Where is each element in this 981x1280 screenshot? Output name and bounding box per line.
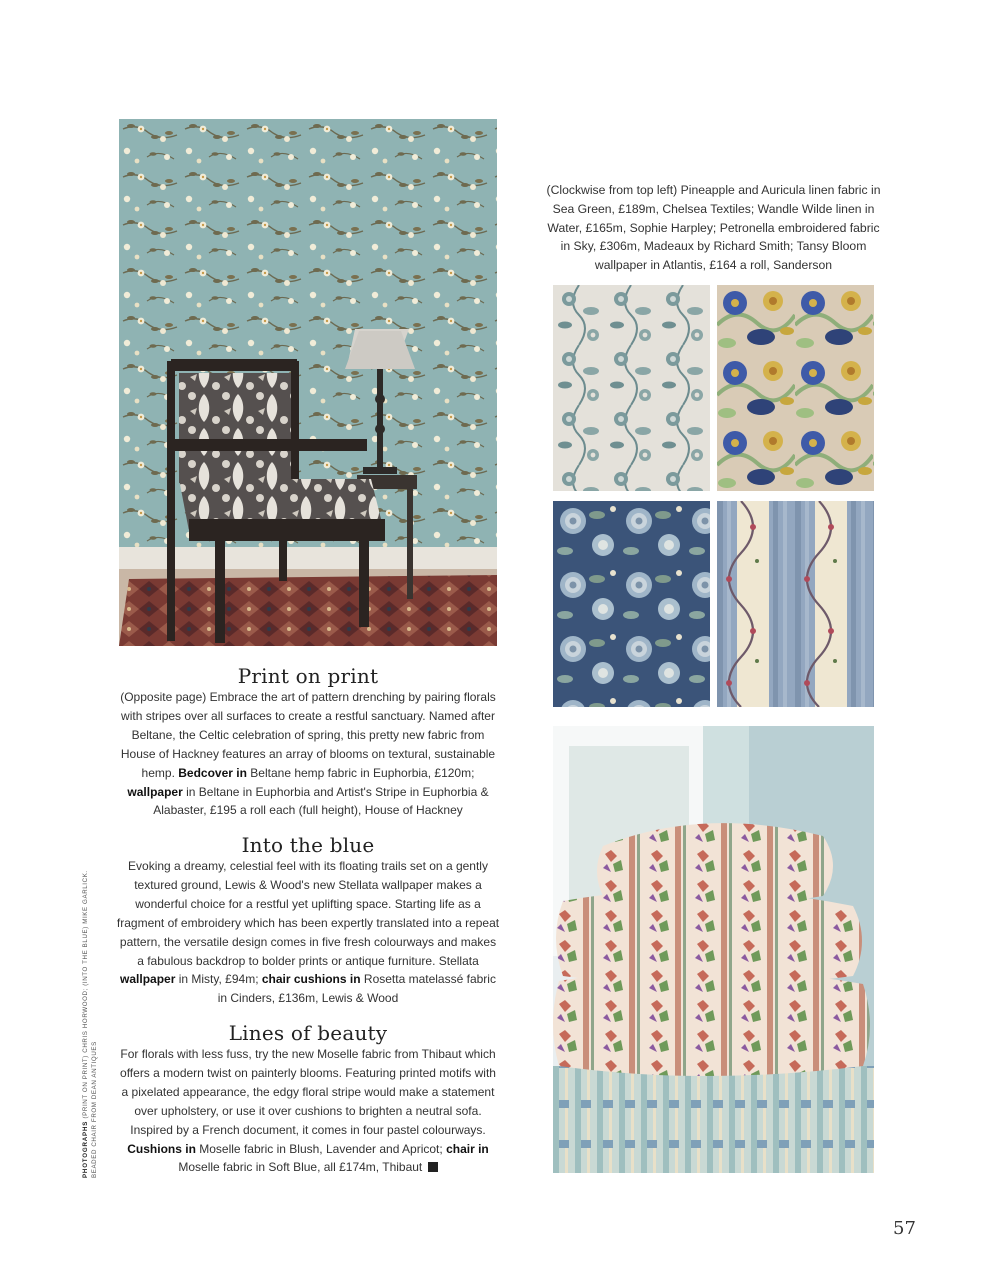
section-body: Evoking a dreamy, celestial feel with its floating trails set on a gently textured ground, Lewis & Wood's new Stellata wallpaper makes a wonderful choice for a restful yet uplifting space. Starting life as a fragment of embroidery which has been expertly translated into a repeat pattern, the versatile design comes in five fresh colourways and makes a fabulous backdrop to bolder prints or antique furniture. Stellata wallpaper in Misty, £94m; chair cushions in Rosetta matelassé fabric in Cinders, £136m, Lewis & Wood xyxy=(116,859,500,1006)
section-body: For florals with less fuss, try the new Moselle fabric from Thibaut which offers a modern twist on painterly blooms. Featuring printed motifs with a pixelated appearance, the edgy floral stripe would make a statement over upholstery, or use it over cushions to brighten a neutral sofa. Inspired by a French document, it comes in four pastel colourways. Cushions in Moselle fabric in Blush, Lavender and Apricot; chair in Moselle fabric in Soft Blue, all £174m, Thibaut xyxy=(120,1047,496,1175)
section-title: Lines of beauty xyxy=(228,1021,388,1045)
photo-credits: PHOTOGRAPHS (PRINT ON PRINT) CHRIS HORWOOD; (INTO THE BLUE) MIKE GARLICK. BEADED CHAIR FROM DEAN ANTIQUES xyxy=(82,870,98,1178)
section-print-on-print xyxy=(116,664,500,820)
swatch-petronella xyxy=(717,501,874,707)
section-lines-of-beauty xyxy=(116,1021,500,1177)
cushions-photo xyxy=(553,726,874,1173)
page-number: 57 xyxy=(893,1218,916,1239)
main-room-photo xyxy=(119,119,497,646)
section-title: Into the blue xyxy=(241,833,375,857)
section-title: Print on print xyxy=(237,664,379,688)
swatch-pineapple-auricula xyxy=(553,285,710,491)
swatch-caption: (Clockwise from top left) Pineapple and Auricula linen fabric in Sea Green, £189m, Chelsea Textiles; Wandle Wilde linen in Water, £165m, Sophie Harpley; Petronella embroidered fabric in Sky, £306m, Madeaux by Richard Smith; Tansy Bloom wallpaper in Atlantis, £164 a roll, Sanderson xyxy=(546,183,881,273)
section-into-the-blue xyxy=(116,833,500,1008)
section-body: (Opposite page) Embrace the art of pattern drenching by pairing florals with stripes over all surfaces to create a restful sanctuary. Named after Beltane, the Celtic celebration of spring, this pretty new fabric from House of Hackney features an array of blooms on textural, sustainable hemp. Bedcover in Beltane hemp fabric in Euphorbia, £120m; wallpaper in Beltane in Euphorbia and Artist's Stripe in Euphorbia & Alabaster, £195 a roll each (full height), House of Hackney xyxy=(120,690,496,818)
swatch-wandle-wilde xyxy=(717,285,874,491)
swatch-tansy-bloom xyxy=(553,501,710,707)
end-mark-icon xyxy=(428,1162,438,1172)
